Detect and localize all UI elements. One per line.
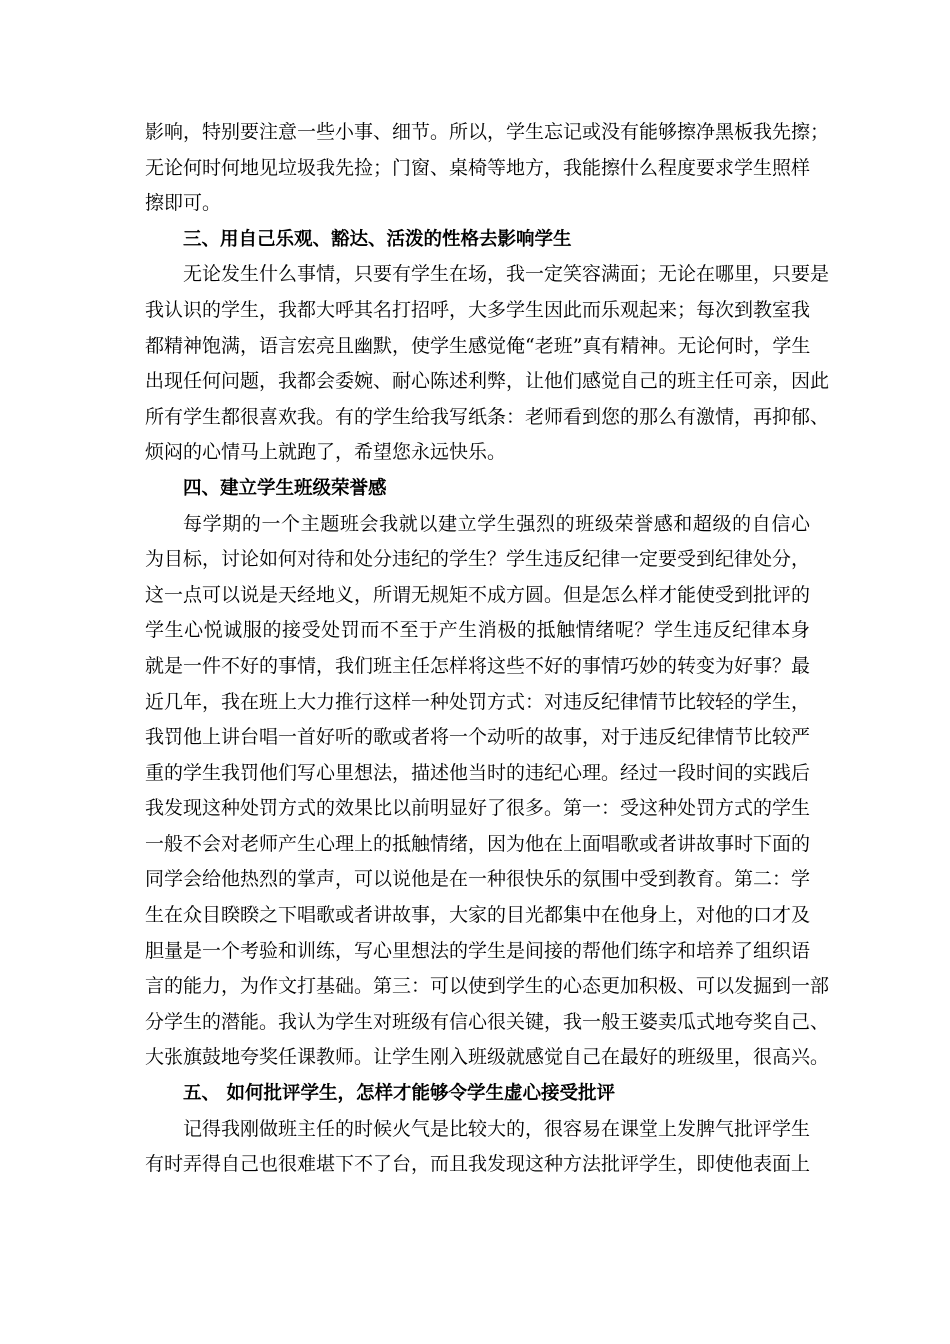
document-body: [145, 115, 830, 1183]
paragraph-line: 胆量是一个考验和训练，写心里想法的学生是间接的帮他们练字和培养了组织语: [145, 939, 811, 962]
paragraph-line: 记得我刚做班主任的时候火气是比较大的，很容易在课堂上发脾气批评学生: [183, 1117, 811, 1140]
paragraph-line: 大张旗鼓地夸奖任课教师。让学生刚入班级就感觉自己在最好的班级里，很高兴。: [145, 1046, 830, 1069]
section-heading-3: 三、用自己乐观、豁达、活泼的性格去影响学生: [183, 228, 572, 250]
paragraph-line: 这一点可以说是天经地义，所谓无规矩不成方圆。但是怎么样才能使受到批评的: [145, 583, 811, 606]
paragraph-line: 就是一件不好的事情，我们班主任怎样将这些不好的事情巧妙的转变为好事？最: [145, 654, 811, 677]
paragraph-line: 重的学生我罚他们写心里想法，描述他当时的违纪心理。经过一段时间的实践后: [145, 761, 811, 784]
paragraph-line: 擦即可。: [145, 192, 222, 215]
paragraph-line: 为目标，讨论如何对待和处分违纪的学生？学生违反纪律一定要受到纪律处分，: [145, 548, 811, 571]
paragraph-line: 出现任何问题，我都会委婉、耐心陈述利弊，让他们感觉自己的班主任可亲，因此: [145, 370, 830, 393]
paragraph-line: 我发现这种处罚方式的效果比以前明显好了很多。第一：受这种处罚方式的学生: [145, 797, 811, 820]
paragraph-line: 无论何时何地见垃圾我先捡；门窗、桌椅等地方，我能擦什么程度要求学生照样: [145, 156, 811, 179]
paragraph-line: 言的能力，为作文打基础。第三：可以使到学生的心态更加积极、可以发掘到一部: [145, 975, 830, 998]
paragraph-line: 一般不会对老师产生心理上的抵触情绪，因为他在上面唱歌或者讲故事时下面的: [145, 832, 811, 855]
paragraph-line: 都精神饱满，语言宏亮且幽默，使学生感觉俺“老班”真有精神。无论何时，学生: [145, 334, 811, 357]
paragraph-line: 无论发生什么事情，只要有学生在场，我一定笑容满面；无论在哪里，只要是: [183, 263, 830, 286]
section-heading-5: 五、 如何批评学生，怎样才能够令学生虚心接受批评: [183, 1083, 615, 1105]
paragraph-line: 同学会给他热烈的掌声，可以说他是在一种很快乐的氛围中受到教育。第二：学: [145, 868, 811, 891]
paragraph-line: 我认识的学生，我都大呼其名打招呼，大多学生因此而乐观起来；每次到教室我: [145, 298, 811, 321]
paragraph-line: 我罚他上讲台唱一首好听的歌或者将一个动听的故事，对于违反纪律情节比较严: [145, 726, 811, 749]
paragraph-line: 近几年，我在班上大力推行这样一种处罚方式：对违反纪律情节比较轻的学生，: [145, 690, 811, 713]
paragraph-line: 学生心悦诚服的接受处罚而不至于产生消极的抵触情绪呢？学生违反纪律本身: [145, 619, 810, 642]
paragraph-line: 有时弄得自己也很难堪下不了台，而且我发现这种方法批评学生，即使他表面上: [145, 1153, 811, 1176]
paragraph-line: 生在众目睽睽之下唱歌或者讲故事，大家的目光都集中在他身上，对他的口才及: [145, 904, 811, 927]
paragraph-line: 影响，特别要注意一些小事、细节。所以，学生忘记或没有能够擦净黑板我先擦；: [145, 121, 830, 143]
paragraph-line: 分学生的潜能。我认为学生对班级有信心很关键，我一般王婆卖瓜式地夸奖自己、: [145, 1010, 830, 1033]
paragraph-line: 烦闷的心情马上就跑了，希望您永远快乐。: [145, 441, 507, 464]
paragraph-line: 所有学生都很喜欢我。有的学生给我写纸条：老师看到您的那么有激情，再抑郁、: [145, 405, 830, 428]
paragraph-line: 每学期的一个主题班会我就以建立学生强烈的班级荣誉感和超级的自信心: [183, 512, 810, 535]
section-heading-4: 四、建立学生班级荣誉感: [183, 477, 387, 499]
